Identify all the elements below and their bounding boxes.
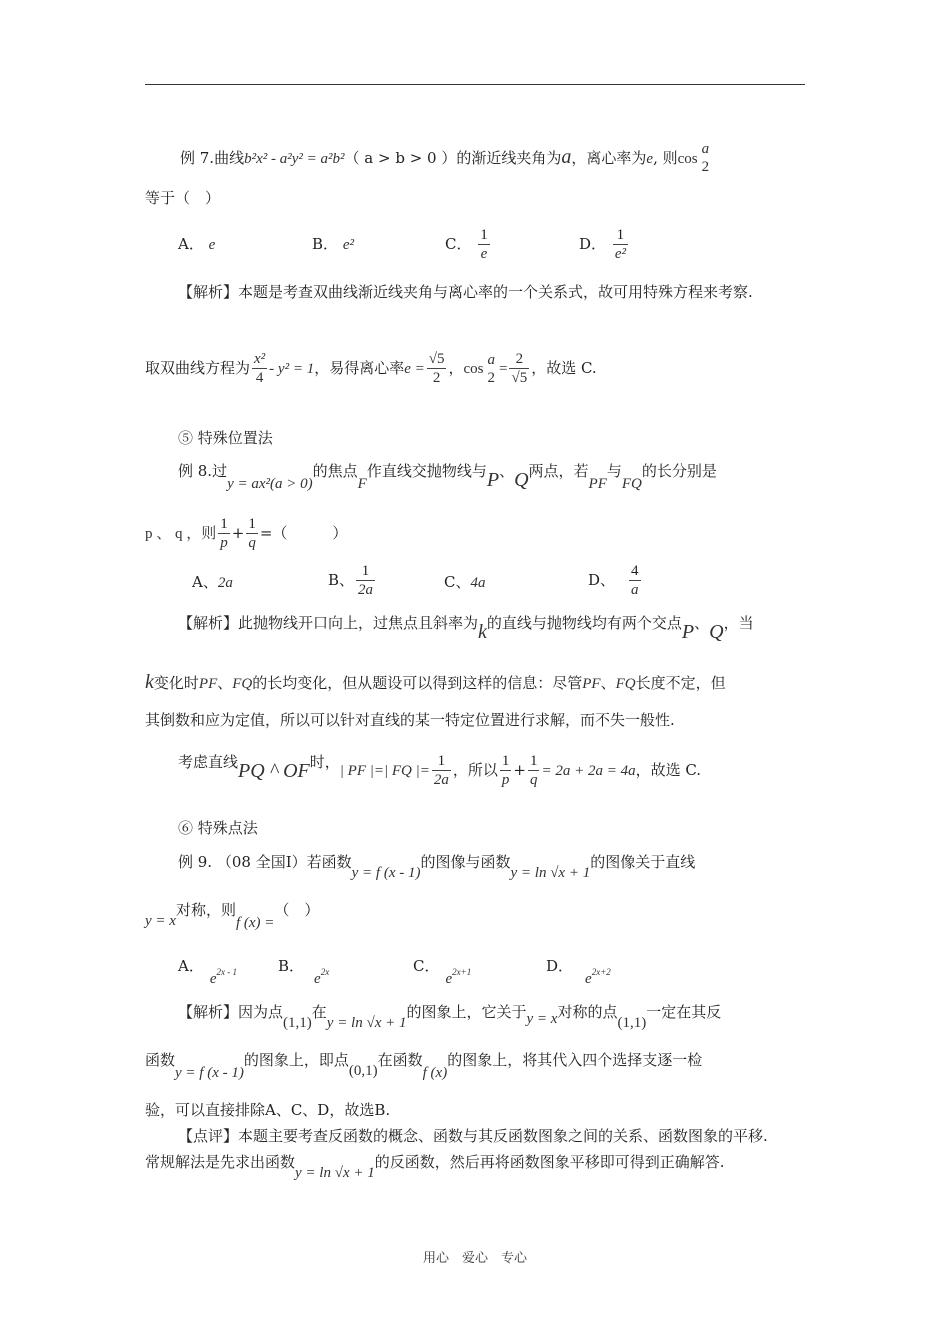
option-value bbox=[209, 967, 238, 987]
ex9-comment-2 bbox=[145, 1152, 725, 1186]
ex7-text: 的渐近线夹角为 bbox=[456, 149, 562, 167]
frac-num: √5 bbox=[428, 351, 445, 367]
frac-num: 1 bbox=[248, 516, 256, 532]
ex9-option-d bbox=[546, 950, 611, 987]
text: 取双曲线方程为 bbox=[145, 359, 251, 377]
ex8-analysis-1 bbox=[178, 612, 754, 646]
equal-lengths: | PF |=| FQ |= bbox=[339, 763, 430, 779]
eccentricity-fraction bbox=[427, 350, 447, 388]
ex7-stem bbox=[180, 140, 713, 177]
frac-num: 4 bbox=[631, 563, 639, 579]
frac-num: 1 bbox=[613, 226, 628, 245]
hyperbola-rest: - y² = 1 bbox=[269, 361, 315, 377]
eccentricity-lhs: e = bbox=[404, 361, 425, 377]
ex7-option-c bbox=[445, 226, 492, 264]
text: 变化时 bbox=[153, 674, 199, 692]
frac-den: e² bbox=[614, 246, 626, 262]
option-value bbox=[314, 967, 330, 987]
ex7-text: 例 7.曲线 bbox=[180, 149, 245, 167]
parabola-eq: y = ax²(a > 0) bbox=[227, 476, 313, 492]
frac-den: q bbox=[248, 535, 256, 551]
option-label: C． bbox=[445, 235, 472, 253]
text: 的图象上，它关于 bbox=[406, 1003, 527, 1021]
text: 对称，则 bbox=[175, 901, 236, 919]
f-of-x: f (x) = bbox=[235, 915, 275, 931]
section-heading-5: ⑤ 特殊位置法 bbox=[178, 429, 273, 447]
option-label: B、 bbox=[328, 571, 355, 589]
text: p 、 q ，则 bbox=[145, 526, 217, 542]
text: 长度不定，但 bbox=[635, 674, 726, 692]
exp-power: 2x+2 bbox=[591, 967, 611, 977]
ex7-text: ，离心率为 bbox=[571, 149, 647, 167]
recip-p bbox=[500, 752, 512, 790]
page-footer: 用心 爱心 专心 bbox=[422, 1251, 527, 1266]
frac-den: 2 bbox=[701, 159, 710, 175]
text: 函数 bbox=[145, 1051, 176, 1069]
ex9-option-a bbox=[178, 950, 238, 987]
function-f: y = f (x - 1) bbox=[351, 865, 421, 881]
text: 的焦点 bbox=[312, 462, 358, 480]
option-label: D． bbox=[579, 235, 607, 253]
exp-base: e bbox=[585, 971, 592, 987]
line-y-eq-x: y = x bbox=[145, 913, 176, 929]
frac-num: 1 bbox=[356, 562, 375, 581]
segment-PF: PF bbox=[198, 676, 218, 692]
ex8-options bbox=[192, 562, 652, 608]
text: 常规解法是先求出函数 bbox=[145, 1153, 296, 1171]
text: 一定在其反 bbox=[646, 1003, 722, 1021]
plus: + bbox=[231, 524, 245, 542]
frac-den: e bbox=[480, 246, 488, 262]
ex7-line2: 等于（ ） bbox=[145, 189, 221, 207]
text: 的图像关于直线 bbox=[590, 853, 696, 871]
ex9-analysis-3: 验，可以直接排除A、C、D，故选B. bbox=[145, 1101, 391, 1119]
option-label: D． bbox=[546, 957, 574, 975]
frac-den: p bbox=[220, 535, 228, 551]
option-fraction bbox=[629, 562, 641, 600]
text: 考虑直线 bbox=[178, 753, 239, 771]
ex7-analysis: 【解析】本题是考查双曲线渐近线夹角与离心率的一个关系式，故可用特殊方程来考察. bbox=[178, 283, 753, 301]
sum-result: = 2a + 2a = 4a bbox=[541, 763, 636, 779]
ex8-analysis-2 bbox=[145, 672, 726, 694]
ex7-solution bbox=[145, 350, 597, 388]
frac-den: 2 bbox=[432, 370, 441, 386]
cos-value-fraction bbox=[509, 350, 529, 388]
segment-FQ: FQ bbox=[621, 476, 642, 492]
text: ， bbox=[448, 359, 464, 377]
frac-den: a bbox=[631, 582, 639, 598]
ex7-option-a bbox=[178, 234, 215, 255]
option-label: C、 bbox=[444, 573, 471, 591]
text: 两点，若 bbox=[528, 462, 589, 480]
exp-base: e bbox=[445, 971, 453, 987]
text: ，故选 C. bbox=[531, 359, 597, 377]
option-label: A、 bbox=[192, 573, 218, 591]
perpendicular-eq: PQ ^ OF bbox=[238, 760, 310, 782]
frac-den: q bbox=[529, 772, 538, 788]
point-P: P bbox=[681, 621, 695, 643]
ex8-option-c bbox=[444, 572, 485, 593]
ex9-option-b bbox=[278, 950, 330, 987]
ex7-half-fraction bbox=[700, 140, 712, 177]
frac-num: 2 bbox=[509, 350, 529, 369]
text: 、 bbox=[499, 462, 515, 480]
text: 的图像与函数 bbox=[420, 853, 511, 871]
option-value: e bbox=[208, 237, 216, 253]
recip-q bbox=[528, 752, 540, 790]
text: 在 bbox=[311, 1003, 327, 1021]
equals: = bbox=[499, 361, 508, 377]
option-value: e² bbox=[342, 237, 354, 253]
frac-den: 2a bbox=[358, 582, 374, 598]
text: ，故选 C. bbox=[635, 761, 702, 779]
function-ln: y = ln √x + 1 bbox=[326, 1015, 407, 1031]
hyperbola-fraction bbox=[252, 350, 267, 388]
ex9-stem bbox=[178, 852, 695, 886]
text: 在函数 bbox=[377, 1051, 423, 1069]
frac-num: 1 bbox=[432, 752, 451, 771]
text: 的图象上，将其代入四个选择支逐一检 bbox=[447, 1051, 703, 1069]
text: ，当 bbox=[723, 614, 754, 632]
ex8-consider bbox=[178, 752, 701, 790]
exp-power: 2x+1 bbox=[452, 967, 472, 977]
ex8-line2 bbox=[145, 515, 347, 553]
option-label: B． bbox=[312, 235, 339, 253]
ex7-option-b bbox=[312, 234, 354, 255]
ex9-analysis-2 bbox=[145, 1050, 702, 1084]
recip-q bbox=[246, 515, 258, 553]
segment-FQ: FQ bbox=[232, 676, 253, 692]
ex7-e: e bbox=[646, 151, 654, 167]
ex9-analysis-1 bbox=[178, 1002, 721, 1036]
frac-num: 1 bbox=[501, 753, 510, 769]
segment-PF: PF bbox=[588, 476, 607, 492]
ex9-line2 bbox=[145, 900, 319, 934]
frac-den: 2 bbox=[487, 369, 495, 386]
segment-FQ: FQ bbox=[615, 676, 636, 692]
ex7-cos: cos bbox=[677, 151, 698, 167]
point-P: P bbox=[486, 469, 500, 491]
line-y-eq-x: y = x bbox=[526, 1011, 558, 1027]
focus-F: F bbox=[357, 476, 367, 492]
text: 与 bbox=[606, 462, 622, 480]
function-ln: y = ln √x + 1 bbox=[510, 865, 591, 881]
text: 、 bbox=[217, 674, 233, 692]
ex8-option-b bbox=[328, 562, 377, 600]
point-1-1: (1,1) bbox=[617, 1015, 647, 1031]
ex9-options bbox=[178, 950, 638, 987]
text: 的长均变化，但从题设可以得到这样的信息：尽管 bbox=[252, 674, 583, 692]
text: 的反函数，然后再将函数图象平移即可得到正确解答. bbox=[374, 1153, 725, 1171]
half-angle-fraction bbox=[486, 351, 498, 388]
text: ，所以 bbox=[452, 761, 498, 779]
ex7-text: , 则 bbox=[653, 149, 678, 167]
point-1-1: (1,1) bbox=[283, 1015, 312, 1031]
option-value: 2a bbox=[217, 575, 233, 591]
text: =（ ） bbox=[259, 524, 348, 542]
frac-num: a bbox=[701, 141, 710, 157]
ex8-analysis-3: 其倒数和应为定值，所以可以针对直线的某一特定位置进行求解，而不失一般性. bbox=[145, 711, 675, 729]
option-value bbox=[445, 967, 472, 987]
exp-power: 2x bbox=[320, 967, 330, 977]
frac-num: 1 bbox=[220, 516, 228, 532]
f-of-x: f (x) bbox=[422, 1065, 448, 1081]
text: 时， bbox=[309, 753, 340, 771]
frac-num: 1 bbox=[529, 753, 538, 769]
exp-base: e bbox=[209, 971, 217, 987]
text: 的图象上，即点 bbox=[243, 1051, 349, 1069]
option-label: B． bbox=[278, 957, 305, 975]
option-value bbox=[585, 967, 611, 987]
function-ln: y = ln √x + 1 bbox=[295, 1165, 375, 1181]
function-f: y = f (x - 1) bbox=[175, 1065, 244, 1081]
ex7-option-d bbox=[579, 226, 630, 264]
exp-base: e bbox=[314, 971, 321, 987]
text: 的长分别是 bbox=[641, 462, 717, 480]
point-Q: Q bbox=[709, 621, 724, 643]
text: 对称的点 bbox=[557, 1003, 618, 1021]
ex9-option-c bbox=[413, 950, 472, 987]
cos: cos bbox=[463, 361, 484, 377]
option-label: C． bbox=[413, 957, 440, 975]
recip-p bbox=[218, 515, 230, 553]
ex8-option-d bbox=[588, 562, 643, 600]
option-label: A． bbox=[178, 235, 204, 253]
text: 【解析】因为点 bbox=[178, 1003, 284, 1021]
option-label: D、 bbox=[588, 571, 616, 589]
ex7-alpha: a bbox=[561, 146, 572, 168]
slope-k: k bbox=[478, 621, 487, 643]
point-Q: Q bbox=[514, 469, 529, 491]
segment-PF: PF bbox=[582, 676, 601, 692]
ex9-comment-1: 【点评】本题主要考查反函数的概念、函数与其反函数图象之间的关系、函数图象的平移. bbox=[178, 1127, 768, 1145]
text: （ ） bbox=[274, 901, 320, 919]
frac-num: a bbox=[487, 351, 495, 368]
frac-den: p bbox=[501, 772, 510, 788]
option-fraction bbox=[478, 226, 490, 264]
text: 的直线与抛物线均有两个交点 bbox=[486, 614, 682, 632]
text: 作直线交抛物线与 bbox=[366, 462, 487, 480]
option-fraction bbox=[356, 562, 375, 600]
frac-num: x² bbox=[254, 351, 266, 367]
option-value: 4a bbox=[470, 575, 486, 591]
plus: + bbox=[513, 761, 526, 779]
frac-den: 2a bbox=[433, 772, 449, 788]
text: 【解析】此抛物线开口向上，过焦点且斜率为 bbox=[178, 614, 479, 632]
ex7-condition: （ a > b > 0 ） bbox=[344, 149, 457, 167]
text: 、 bbox=[694, 614, 710, 632]
frac-den: √5 bbox=[511, 370, 528, 386]
option-fraction bbox=[613, 226, 628, 264]
text: 例 9. （08 全国Ⅰ）若函数 bbox=[178, 853, 352, 871]
exp-power: 2x - 1 bbox=[216, 967, 238, 977]
text: ，易得离心率 bbox=[314, 359, 405, 377]
length-fraction bbox=[432, 752, 451, 790]
section-heading-6: ⑥ 特殊点法 bbox=[178, 819, 258, 837]
ex7-equation: b²x² - a²y² = a²b² bbox=[244, 151, 345, 167]
text: 、 bbox=[600, 674, 616, 692]
point-0-1: (0,1) bbox=[348, 1063, 378, 1079]
option-label: A． bbox=[178, 957, 204, 975]
slope-k: k bbox=[145, 671, 154, 693]
ex8-option-a bbox=[192, 572, 233, 593]
frac-num: 1 bbox=[480, 227, 488, 243]
ex7-options bbox=[178, 226, 638, 272]
ex8-stem bbox=[178, 460, 717, 494]
frac-den: 4 bbox=[255, 370, 264, 386]
text: 例 8.过 bbox=[178, 462, 228, 480]
header-rule bbox=[145, 84, 805, 85]
